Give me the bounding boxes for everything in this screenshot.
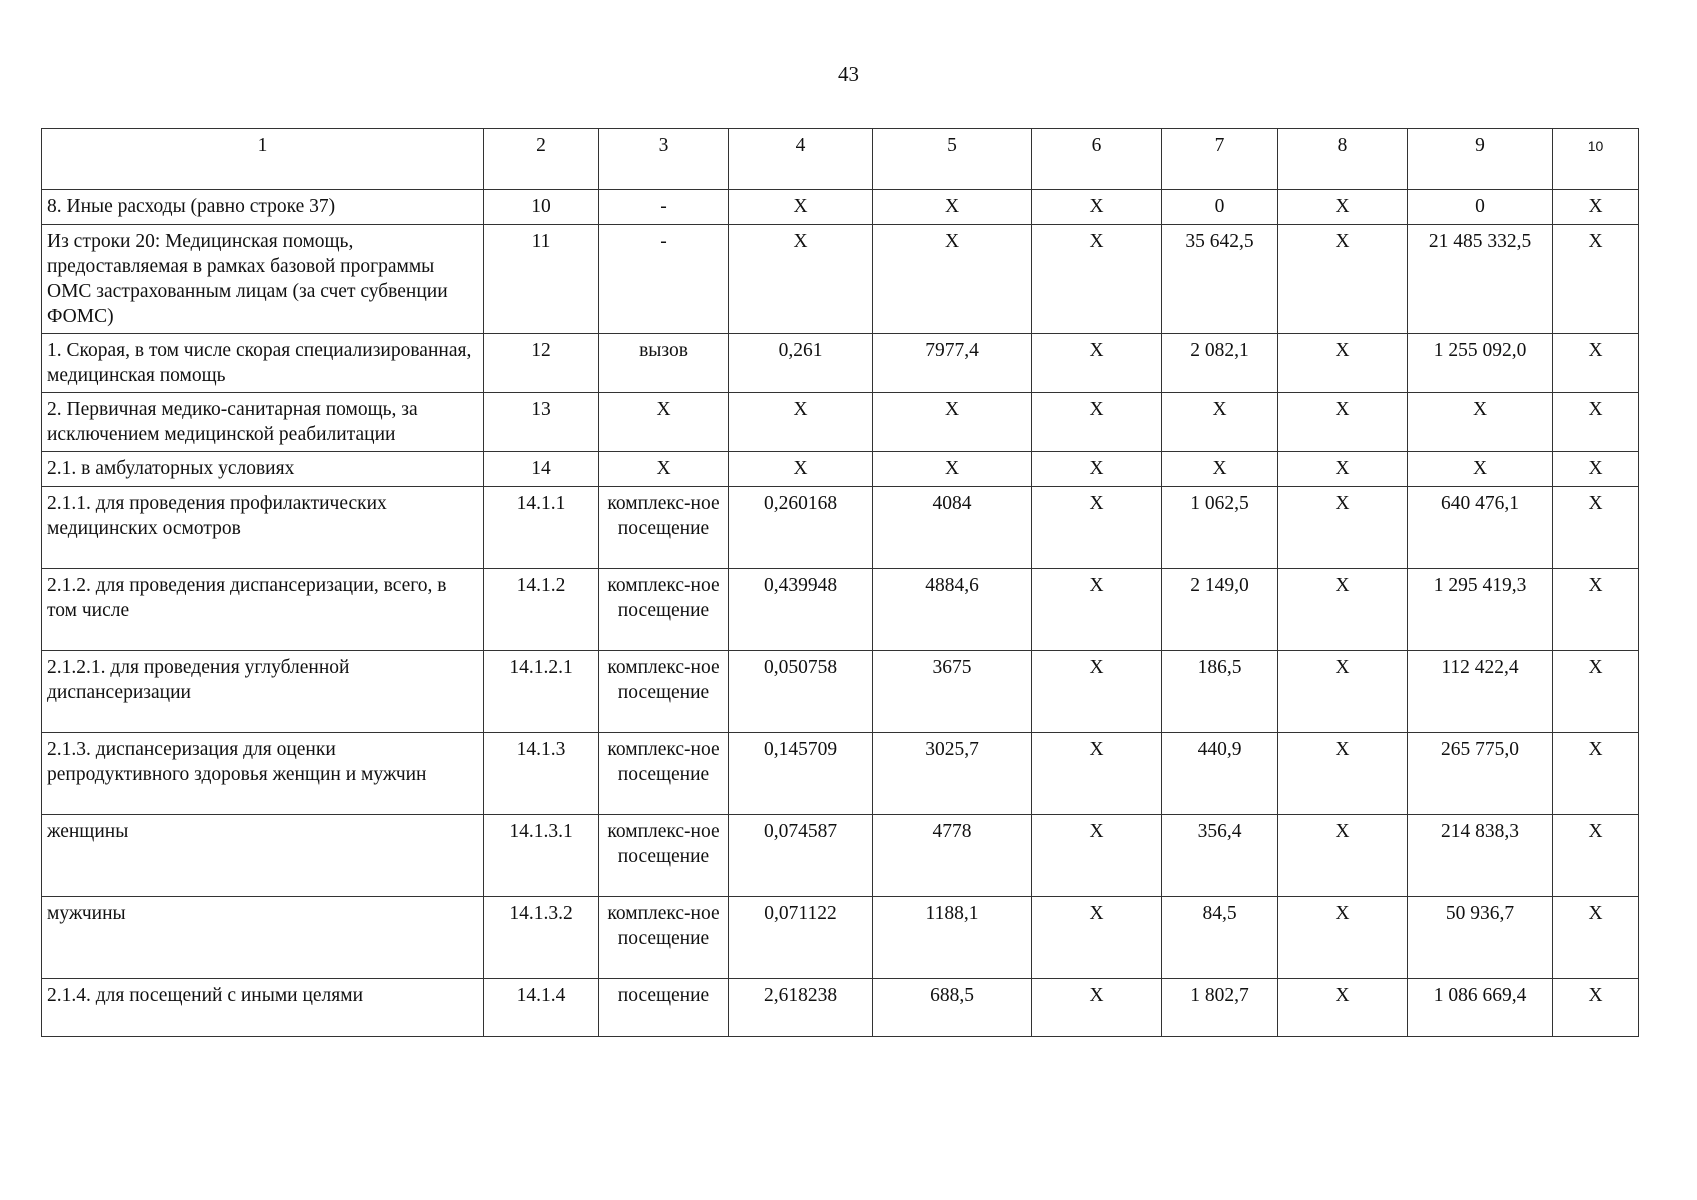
table-cell: 13 — [484, 393, 599, 452]
row-label-cell: 8. Иные расходы (равно строке 37) — [42, 190, 484, 225]
table-cell: 1 255 092,0 — [1408, 334, 1553, 393]
table-row — [42, 190, 1639, 225]
table-cell: 3675 — [873, 651, 1032, 733]
table-cell: X — [1278, 979, 1408, 1037]
table-body — [42, 129, 1639, 1037]
table-cell: X — [1278, 897, 1408, 979]
table-cell: 356,4 — [1162, 815, 1278, 897]
table-cell: 4778 — [873, 815, 1032, 897]
table-cell: посещение — [599, 979, 729, 1037]
table-cell: X — [1278, 815, 1408, 897]
table-cell: 2 082,1 — [1162, 334, 1278, 393]
page-number: 43 — [838, 62, 859, 86]
table-cell: X — [1032, 651, 1162, 733]
table-row — [42, 815, 1639, 897]
table-cell: 688,5 — [873, 979, 1032, 1037]
row-label-cell: 2.1.2.1. для проведения углубленной диспансеризации — [42, 651, 484, 733]
table-cell: X — [1278, 393, 1408, 452]
table-cell: 0,261 — [729, 334, 873, 393]
row-label-cell: 2.1.2. для проведения диспансеризации, всего, в том числе — [42, 569, 484, 651]
table-cell: X — [1553, 334, 1639, 393]
column-header: 1 — [42, 129, 484, 190]
table-cell: X — [1032, 225, 1162, 334]
table-row — [42, 452, 1639, 487]
table-cell: 14.1.3.1 — [484, 815, 599, 897]
table-cell: X — [1553, 393, 1639, 452]
table-row — [42, 733, 1639, 815]
row-label-cell: женщины — [42, 815, 484, 897]
table-cell: 265 775,0 — [1408, 733, 1553, 815]
table-cell: X — [1032, 979, 1162, 1037]
table-cell: 50 936,7 — [1408, 897, 1553, 979]
table-row — [42, 487, 1639, 569]
table-cell: 21 485 332,5 — [1408, 225, 1553, 334]
table-cell: 4884,6 — [873, 569, 1032, 651]
table-cell: X — [1032, 815, 1162, 897]
table-cell: 0 — [1408, 190, 1553, 225]
table-cell: X — [1278, 452, 1408, 487]
row-label-cell: 2.1.4. для посещений с иными целями — [42, 979, 484, 1037]
table-cell: 440,9 — [1162, 733, 1278, 815]
table-cell: 4084 — [873, 487, 1032, 569]
table-cell: 1 062,5 — [1162, 487, 1278, 569]
table-cell: 640 476,1 — [1408, 487, 1553, 569]
table-row — [42, 393, 1639, 452]
table-cell: комплекс-ное посещение — [599, 487, 729, 569]
table-cell: 0 — [1162, 190, 1278, 225]
table-cell: X — [599, 452, 729, 487]
table-cell: X — [729, 225, 873, 334]
table-cell: 35 642,5 — [1162, 225, 1278, 334]
table-cell: 112 422,4 — [1408, 651, 1553, 733]
table-cell: X — [1553, 569, 1639, 651]
table-cell: - — [599, 225, 729, 334]
table-cell: X — [1278, 651, 1408, 733]
column-header: 6 — [1032, 129, 1162, 190]
table-cell: X — [599, 393, 729, 452]
table-cell: 1 802,7 — [1162, 979, 1278, 1037]
table-cell: X — [1408, 452, 1553, 487]
row-label-cell: 2.1.3. диспансеризация для оценки репродуктивного здоровья женщин и мужчин — [42, 733, 484, 815]
table-cell: вызов — [599, 334, 729, 393]
table-cell: 12 — [484, 334, 599, 393]
table-cell: 0,071122 — [729, 897, 873, 979]
table-cell: 14.1.3.2 — [484, 897, 599, 979]
table-cell: 14.1.4 — [484, 979, 599, 1037]
row-label-cell: Из строки 20: Медицинская помощь, предоставляемая в рамках базовой программы ОМС застрахованным лицам (за счет субвенции ФОМС) — [42, 225, 484, 334]
table-cell: X — [1553, 225, 1639, 334]
table-cell: 14.1.2.1 — [484, 651, 599, 733]
table-cell: X — [729, 393, 873, 452]
table-cell: 1188,1 — [873, 897, 1032, 979]
table-cell: X — [873, 393, 1032, 452]
column-header: 4 — [729, 129, 873, 190]
column-header: 3 — [599, 129, 729, 190]
table-cell: 14.1.2 — [484, 569, 599, 651]
table-cell: 84,5 — [1162, 897, 1278, 979]
table-cell: X — [729, 190, 873, 225]
table-cell: 186,5 — [1162, 651, 1278, 733]
table-cell: X — [1553, 979, 1639, 1037]
row-label-cell: мужчины — [42, 897, 484, 979]
table-cell: 0,439948 — [729, 569, 873, 651]
table-cell: X — [1162, 452, 1278, 487]
table-cell: 1 086 669,4 — [1408, 979, 1553, 1037]
table-cell: 3025,7 — [873, 733, 1032, 815]
table-cell: 0,145709 — [729, 733, 873, 815]
table-cell: X — [1278, 190, 1408, 225]
table-cell: комплекс-ное посещение — [599, 733, 729, 815]
table-cell: X — [1553, 651, 1639, 733]
column-header: 8 — [1278, 129, 1408, 190]
table-row — [42, 569, 1639, 651]
table-cell: X — [1032, 393, 1162, 452]
table-cell: X — [873, 452, 1032, 487]
table-cell: 7977,4 — [873, 334, 1032, 393]
table-cell: X — [1032, 190, 1162, 225]
table-cell: X — [873, 190, 1032, 225]
column-header: 2 — [484, 129, 599, 190]
table-cell: 14.1.3 — [484, 733, 599, 815]
table-cell: X — [1032, 487, 1162, 569]
table-cell: X — [873, 225, 1032, 334]
table-cell: 0,260168 — [729, 487, 873, 569]
table-cell: 0,050758 — [729, 651, 873, 733]
table-row — [42, 979, 1639, 1037]
table-cell: X — [1032, 897, 1162, 979]
table-cell: 2,618238 — [729, 979, 873, 1037]
table-cell: 10 — [484, 190, 599, 225]
table-cell: X — [1553, 487, 1639, 569]
table-cell: X — [1032, 733, 1162, 815]
table-cell: 14 — [484, 452, 599, 487]
row-label-cell: 2.1.1. для проведения профилактических медицинских осмотров — [42, 487, 484, 569]
data-table — [41, 128, 1639, 1037]
table-cell: X — [1553, 190, 1639, 225]
column-header: 9 — [1408, 129, 1553, 190]
table-row — [42, 334, 1639, 393]
table-cell: комплекс-ное посещение — [599, 815, 729, 897]
table-cell: X — [1032, 334, 1162, 393]
column-header — [1553, 129, 1639, 190]
row-label-cell: 2. Первичная медико-санитарная помощь, за исключением медицинской реабилитации — [42, 393, 484, 452]
table-cell: X — [1553, 815, 1639, 897]
table-cell: комплекс-ное посещение — [599, 569, 729, 651]
table-cell: X — [729, 452, 873, 487]
row-label-cell: 1. Скорая, в том числе скорая специализированная, медицинская помощь — [42, 334, 484, 393]
table-row — [42, 897, 1639, 979]
table-cell: X — [1162, 393, 1278, 452]
table-cell: X — [1278, 225, 1408, 334]
table-cell: комплекс-ное посещение — [599, 897, 729, 979]
table-cell: X — [1278, 487, 1408, 569]
row-label-cell: 2.1. в амбулаторных условиях — [42, 452, 484, 487]
table-cell: X — [1032, 452, 1162, 487]
table-cell: - — [599, 190, 729, 225]
table-cell: 214 838,3 — [1408, 815, 1553, 897]
column-header-label: 10 — [1587, 138, 1604, 154]
table-cell: 14.1.1 — [484, 487, 599, 569]
table-cell: 0,074587 — [729, 815, 873, 897]
table-header-row — [42, 129, 1639, 190]
table-cell: X — [1553, 733, 1639, 815]
table-cell: X — [1278, 569, 1408, 651]
table-cell: X — [1553, 452, 1639, 487]
table-cell: X — [1278, 733, 1408, 815]
table-cell: комплекс-ное посещение — [599, 651, 729, 733]
table-cell: X — [1278, 334, 1408, 393]
table-cell: X — [1553, 897, 1639, 979]
table-cell: 11 — [484, 225, 599, 334]
table-cell: 2 149,0 — [1162, 569, 1278, 651]
table-cell: X — [1408, 393, 1553, 452]
table-cell: X — [1032, 569, 1162, 651]
column-header: 5 — [873, 129, 1032, 190]
table-row — [42, 651, 1639, 733]
table-row — [42, 225, 1639, 334]
column-header: 7 — [1162, 129, 1278, 190]
table-cell: 1 295 419,3 — [1408, 569, 1553, 651]
